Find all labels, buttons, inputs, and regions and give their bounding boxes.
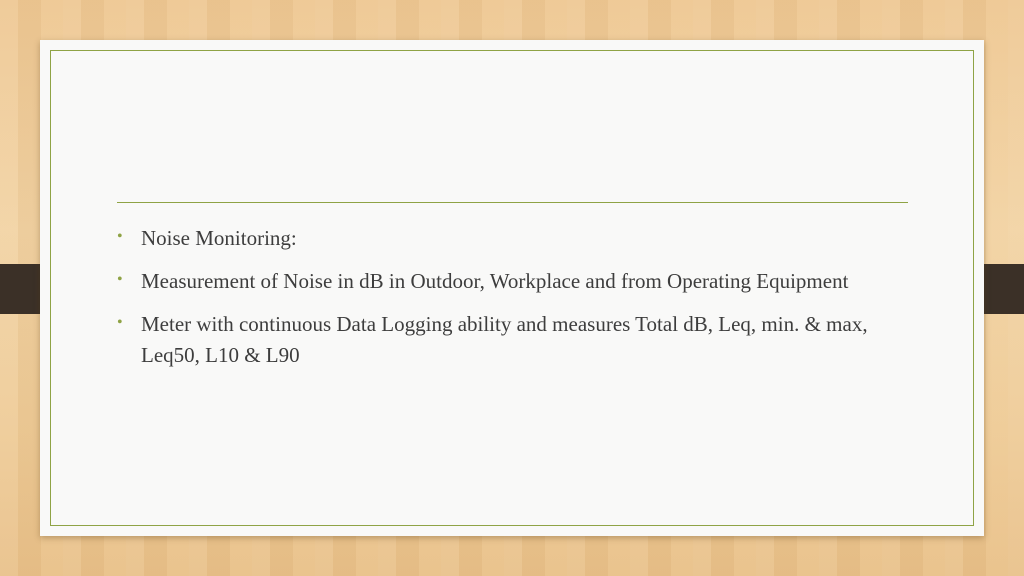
bullet-text: Meter with continuous Data Logging ability and measures Total dB, Leq, min. & max, Leq50, L10 & L90 — [141, 312, 868, 367]
bullet-dot-icon: • — [117, 271, 123, 288]
title-divider-line — [117, 202, 908, 203]
bullet-item — [117, 266, 897, 297]
bullet-list — [117, 223, 897, 383]
bullet-item — [117, 309, 897, 371]
bullet-text: Noise Monitoring: — [141, 226, 297, 250]
bullet-text: Measurement of Noise in dB in Outdoor, Workplace and from Operating Equipment — [141, 269, 849, 293]
bullet-item — [117, 223, 897, 254]
bullet-dot-icon: • — [117, 228, 123, 245]
slide-card — [40, 40, 984, 536]
bullet-dot-icon: • — [117, 314, 123, 331]
